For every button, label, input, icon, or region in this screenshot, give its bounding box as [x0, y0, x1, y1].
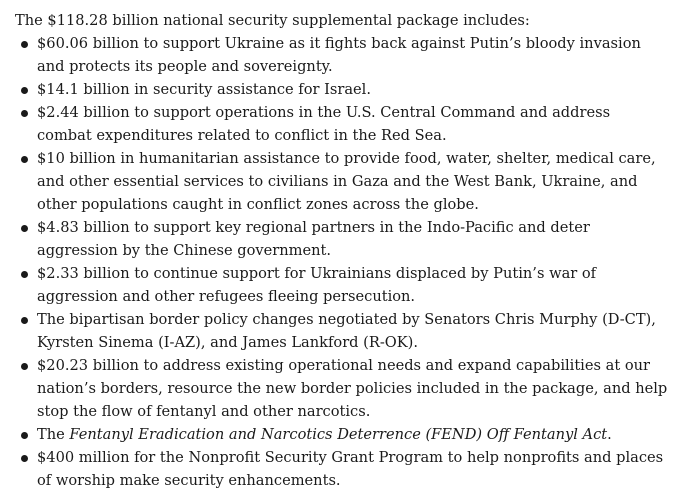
list-item-tail: . — [607, 426, 612, 443]
list-item-text: $20.23 billion to address existing operational needs and expand capabilities at our nation’s borders, resource the new border policies included in the package, and help stop the flow of fentanyl and other narcotics. — [37, 357, 668, 420]
list-item — [15, 147, 668, 216]
list-item — [15, 308, 668, 354]
list-item-text: $2.44 billion to support operations in the U.S. Central Command and address combat expenditures related to conflict in the Red Sea. — [37, 104, 611, 144]
list-item — [15, 78, 668, 101]
list-item — [15, 262, 668, 308]
act-title: Fentanyl Eradication and Narcotics Deterrence (FEND) Off Fentanyl Act — [69, 426, 608, 443]
list-item — [15, 101, 668, 147]
bullet-icon — [21, 363, 28, 370]
list-item — [15, 216, 668, 262]
funding-list — [15, 32, 668, 492]
list-item-text: $2.33 billion to continue support for Ukrainians displaced by Putin’s war of aggression and other refugees fleeing persecution. — [37, 265, 597, 305]
bullet-icon — [21, 271, 28, 278]
list-item — [15, 32, 668, 78]
bullet-icon — [21, 41, 28, 48]
bullet-icon — [21, 432, 28, 439]
bullet-icon — [21, 455, 28, 462]
list-item-text: $14.1 billion in security assistance for Israel. — [37, 81, 371, 98]
bullet-icon — [21, 225, 28, 232]
bullet-icon — [21, 110, 28, 117]
list-item-text: $4.83 billion to support key regional partners in the Indo-Pacific and deter aggression by the Chinese government. — [37, 219, 590, 259]
list-item — [15, 446, 668, 492]
bullet-icon — [21, 317, 28, 324]
bullet-icon — [21, 87, 28, 94]
list-item-text: The — [37, 426, 70, 443]
bullet-icon — [21, 156, 28, 163]
list-item-text: $60.06 billion to support Ukraine as it fights back against Putin’s bloody invasion and protects its people and sovereignty. — [37, 35, 641, 75]
list-item — [15, 423, 668, 446]
intro-paragraph: The $118.28 billion national security supplemental package includes: — [15, 12, 530, 29]
list-item-text: $10 billion in humanitarian assistance to provide food, water, shelter, medical care, and other essential services to civilians in Gaza and the West Bank, Ukraine, and other populations caught in conflict zones across the globe. — [37, 150, 656, 213]
list-item-text: The bipartisan border policy changes negotiated by Senators Chris Murphy (D-CT), Kyrsten Sinema (I-AZ), and James Lankford (R-OK). — [37, 311, 656, 351]
list-item — [15, 354, 668, 423]
list-item-text: $400 million for the Nonprofit Security Grant Program to help nonprofits and places of worship make security enhancements. — [37, 449, 664, 489]
